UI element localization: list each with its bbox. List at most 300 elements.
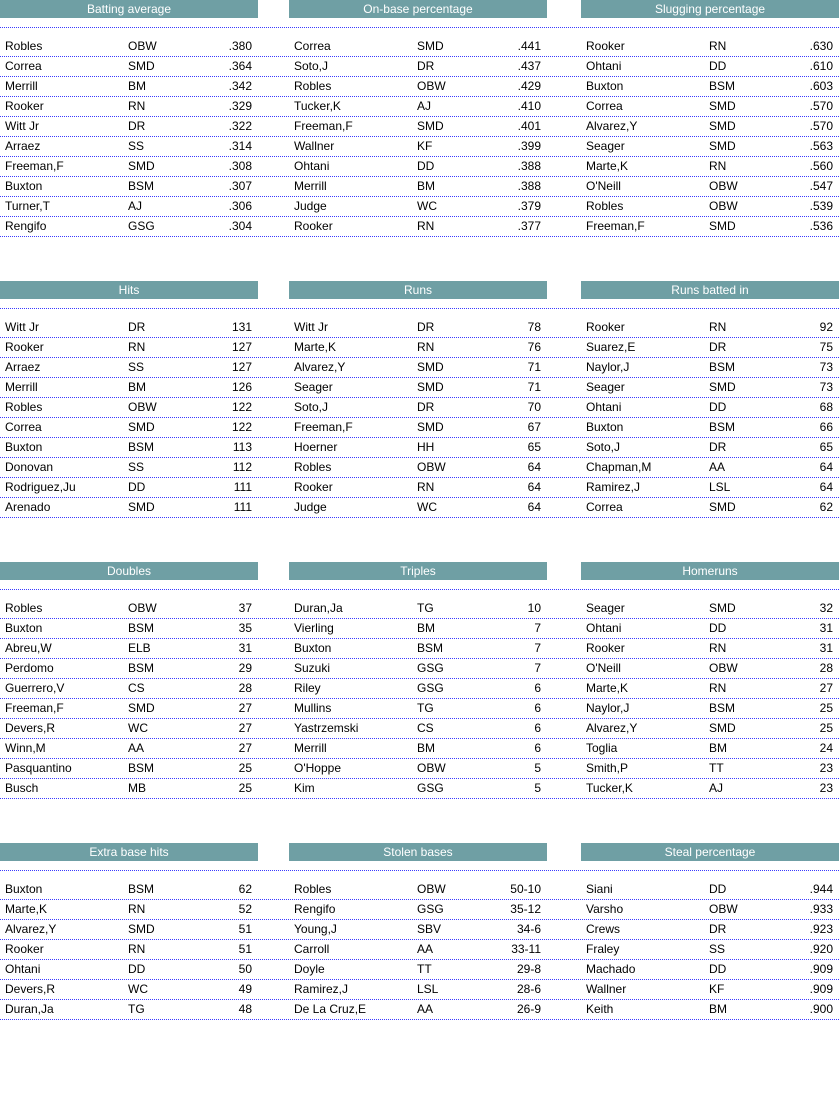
stat-value: .923 <box>809 922 833 936</box>
player-name: Marte,K <box>294 340 337 354</box>
stat-value: 112 <box>232 460 252 474</box>
player-name: Robles <box>5 400 43 414</box>
team-code: DR <box>709 440 727 454</box>
category-header: Homeruns <box>581 562 839 580</box>
player-name: Buxton <box>586 79 624 93</box>
row-divider <box>0 638 839 639</box>
player-name: Marte,K <box>586 159 629 173</box>
stats-section <box>0 843 839 1113</box>
row-divider <box>0 357 839 358</box>
player-name: Correa <box>5 59 42 73</box>
player-name: Marte,K <box>586 681 629 695</box>
player-name: Ohtani <box>586 400 622 414</box>
stat-value: 122 <box>231 400 252 414</box>
row-divider <box>0 377 839 378</box>
stat-value: .307 <box>228 179 252 193</box>
player-name: Yastrzemski <box>294 721 359 735</box>
team-code: SMD <box>417 119 444 133</box>
team-code: SMD <box>709 500 736 514</box>
row-divider <box>0 236 839 237</box>
team-code: BSM <box>709 79 736 93</box>
team-code: RN <box>709 681 727 695</box>
player-name: Buxton <box>294 641 332 655</box>
stat-value: 127 <box>231 360 252 374</box>
team-code: CS <box>417 721 434 735</box>
player-name: Abreu,W <box>5 641 52 655</box>
stat-value: 29 <box>238 661 252 675</box>
stat-value: 92 <box>819 320 833 334</box>
row-divider <box>0 758 839 759</box>
player-name: Witt Jr <box>294 320 328 334</box>
player-name: Robles <box>294 882 332 896</box>
player-name: Buxton <box>5 882 43 896</box>
stat-value: .399 <box>517 139 541 153</box>
stat-value: 64 <box>527 460 541 474</box>
stat-value: 70 <box>527 400 541 414</box>
row-divider <box>0 457 839 458</box>
team-code: BSM <box>128 621 155 635</box>
player-name: Wallner <box>294 139 335 153</box>
row-divider <box>0 1019 839 1020</box>
stat-value: 35-12 <box>510 902 541 916</box>
team-code: BSM <box>709 701 736 715</box>
stat-value: .322 <box>228 119 252 133</box>
team-code: DD <box>709 621 727 635</box>
stat-value: .388 <box>517 159 541 173</box>
team-code: DD <box>709 962 727 976</box>
player-name: Seager <box>294 380 333 394</box>
stats-section <box>0 281 839 551</box>
category-header: Slugging percentage <box>581 0 839 18</box>
row-divider <box>0 589 839 590</box>
row-divider <box>0 919 839 920</box>
player-name: Buxton <box>5 440 43 454</box>
team-code: TT <box>417 962 432 976</box>
stat-value: .306 <box>228 199 252 213</box>
team-code: AA <box>417 1002 434 1016</box>
stat-value: .380 <box>228 39 252 53</box>
team-code: SMD <box>709 119 736 133</box>
team-code: OBW <box>128 400 157 414</box>
stat-value: 49 <box>238 982 252 996</box>
row-divider <box>0 397 839 398</box>
player-name: Arraez <box>5 360 41 374</box>
stat-value: .342 <box>228 79 252 93</box>
stat-value: 27 <box>238 721 252 735</box>
stat-value: 7 <box>534 641 541 655</box>
stat-value: 131 <box>231 320 252 334</box>
row-divider <box>0 417 839 418</box>
player-name: Arraez <box>5 139 41 153</box>
stat-value: 75 <box>819 340 833 354</box>
stat-value: 6 <box>534 681 541 695</box>
stat-value: 67 <box>527 420 541 434</box>
player-name: Vierling <box>294 621 334 635</box>
stat-value: .314 <box>228 139 252 153</box>
team-code: AA <box>417 942 434 956</box>
row-divider <box>0 56 839 57</box>
stat-value: .570 <box>809 119 833 133</box>
stat-value: 126 <box>231 380 252 394</box>
stat-value: 71 <box>527 380 541 394</box>
player-name: Freeman,F <box>294 119 353 133</box>
row-divider <box>0 718 839 719</box>
player-name: Ohtani <box>5 962 41 976</box>
team-code: BSM <box>128 661 155 675</box>
player-name: Doyle <box>294 962 325 976</box>
team-code: RN <box>709 641 727 655</box>
stat-value: .308 <box>228 159 252 173</box>
category-header: Runs batted in <box>581 281 839 299</box>
stat-value: 50 <box>238 962 252 976</box>
row-divider <box>0 798 839 799</box>
player-name: Robles <box>294 460 332 474</box>
team-code: WC <box>128 982 148 996</box>
team-code: SMD <box>128 701 155 715</box>
team-code: RN <box>128 902 146 916</box>
stat-value: .437 <box>517 59 541 73</box>
player-name: Hoerner <box>294 440 338 454</box>
player-name: Judge <box>294 199 327 213</box>
team-code: DD <box>709 400 727 414</box>
player-name: Soto,J <box>294 59 329 73</box>
player-name: Judge <box>294 500 327 514</box>
player-name: Freeman,F <box>5 159 64 173</box>
team-code: SMD <box>709 139 736 153</box>
player-name: Suzuki <box>294 661 331 675</box>
team-code: OBW <box>709 661 738 675</box>
stat-value: 113 <box>232 440 252 454</box>
player-name: Rengifo <box>294 902 336 916</box>
stat-value: 25 <box>819 721 833 735</box>
row-divider <box>0 216 839 217</box>
team-code: OBW <box>709 179 738 193</box>
category-header: On-base percentage <box>289 0 547 18</box>
team-code: RN <box>128 99 146 113</box>
team-code: DR <box>417 400 435 414</box>
stat-value: .909 <box>809 962 833 976</box>
player-name: Correa <box>5 420 42 434</box>
team-code: RN <box>128 942 146 956</box>
team-code: BM <box>709 741 727 755</box>
stat-value: 122 <box>231 420 252 434</box>
stat-value: 23 <box>819 781 833 795</box>
stat-value: 32 <box>819 601 833 615</box>
player-name: Perdomo <box>5 661 54 675</box>
player-name: Rengifo <box>5 219 47 233</box>
row-divider <box>0 959 839 960</box>
row-divider <box>0 136 839 137</box>
player-name: O'Neill <box>586 661 621 675</box>
stat-value: 27 <box>238 701 252 715</box>
player-name: Ramirez,J <box>294 982 349 996</box>
team-code: DR <box>128 119 146 133</box>
player-name: Kim <box>294 781 315 795</box>
team-code: SMD <box>709 601 736 615</box>
team-code: DD <box>709 882 727 896</box>
player-name: Devers,R <box>5 982 56 996</box>
team-code: SMD <box>128 59 155 73</box>
team-code: SMD <box>417 380 444 394</box>
row-divider <box>0 116 839 117</box>
team-code: AJ <box>128 199 143 213</box>
team-code: BSM <box>128 882 155 896</box>
stat-value: .539 <box>809 199 833 213</box>
player-name: Ohtani <box>294 159 330 173</box>
stat-value: 62 <box>238 882 252 896</box>
stat-value: 111 <box>233 500 252 514</box>
team-code: SBV <box>417 922 442 936</box>
stat-value: .610 <box>809 59 833 73</box>
team-code: OBW <box>417 79 446 93</box>
player-name: Turner,T <box>5 199 50 213</box>
team-code: LSL <box>709 480 731 494</box>
stat-value: .933 <box>809 902 833 916</box>
team-code: RN <box>417 480 435 494</box>
stat-value: 64 <box>527 480 541 494</box>
team-code: TG <box>417 701 434 715</box>
team-code: BM <box>417 179 435 193</box>
row-divider <box>0 698 839 699</box>
team-code: OBW <box>128 601 157 615</box>
row-divider <box>0 176 839 177</box>
player-name: Alvarez,Y <box>5 922 57 936</box>
stat-value: .570 <box>809 99 833 113</box>
team-code: AJ <box>709 781 724 795</box>
team-code: DR <box>417 59 435 73</box>
player-name: Seager <box>586 380 625 394</box>
stat-value: 29-8 <box>516 962 541 976</box>
stat-value: 5 <box>534 761 541 775</box>
player-name: Rooker <box>5 99 44 113</box>
stat-value: .909 <box>809 982 833 996</box>
row-divider <box>0 497 839 498</box>
team-code: RN <box>128 340 146 354</box>
row-divider <box>0 517 839 518</box>
player-name: Seager <box>586 601 625 615</box>
row-divider <box>0 618 839 619</box>
team-code: BM <box>709 1002 727 1016</box>
row-divider <box>0 337 839 338</box>
player-name: Smith,P <box>586 761 629 775</box>
stat-value: .944 <box>809 882 833 896</box>
player-name: Robles <box>5 601 43 615</box>
player-name: Devers,R <box>5 721 56 735</box>
team-code: BM <box>128 79 146 93</box>
category-header: Doubles <box>0 562 258 580</box>
player-name: Toglia <box>586 741 618 755</box>
row-divider <box>0 308 839 309</box>
team-code: GSG <box>128 219 155 233</box>
player-name: Soto,J <box>294 400 329 414</box>
player-name: Merrill <box>294 741 327 755</box>
stat-value: 33-11 <box>511 942 541 956</box>
team-code: OBW <box>417 460 446 474</box>
team-code: DR <box>709 340 727 354</box>
team-code: GSG <box>417 781 444 795</box>
player-name: Correa <box>586 500 623 514</box>
stat-value: 6 <box>534 741 541 755</box>
player-name: Keith <box>586 1002 614 1016</box>
stat-value: .603 <box>809 79 833 93</box>
team-code: RN <box>709 159 727 173</box>
team-code: RN <box>709 39 727 53</box>
stat-value: 25 <box>238 761 252 775</box>
player-name: Machado <box>586 962 636 976</box>
player-name: Alvarez,Y <box>294 360 346 374</box>
category-header: Extra base hits <box>0 843 258 861</box>
player-name: Arenado <box>5 500 51 514</box>
player-name: Crews <box>586 922 621 936</box>
row-divider <box>0 477 839 478</box>
stat-value: 37 <box>238 601 252 615</box>
player-name: Tucker,K <box>294 99 341 113</box>
stat-value: .441 <box>517 39 541 53</box>
player-name: Correa <box>294 39 331 53</box>
stat-value: .329 <box>228 99 252 113</box>
stat-value: .536 <box>809 219 833 233</box>
stat-value: 31 <box>238 641 252 655</box>
player-name: Buxton <box>586 420 624 434</box>
team-code: BM <box>417 741 435 755</box>
team-code: AA <box>128 741 145 755</box>
team-code: SMD <box>417 39 444 53</box>
team-code: RN <box>417 219 435 233</box>
stat-value: 73 <box>819 360 833 374</box>
player-name: Merrill <box>5 380 38 394</box>
player-name: Mullins <box>294 701 332 715</box>
player-name: Ramirez,J <box>586 480 641 494</box>
stat-value: .401 <box>517 119 541 133</box>
row-divider <box>0 778 839 779</box>
player-name: Alvarez,Y <box>586 721 638 735</box>
player-name: Young,J <box>294 922 337 936</box>
player-name: Suarez,E <box>586 340 636 354</box>
team-code: BM <box>128 380 146 394</box>
team-code: GSG <box>417 661 444 675</box>
team-code: SMD <box>128 500 155 514</box>
team-code: OBW <box>417 761 446 775</box>
stat-value: .547 <box>809 179 833 193</box>
player-name: Rooker <box>586 39 625 53</box>
stats-section <box>0 0 839 270</box>
row-divider <box>0 156 839 157</box>
player-name: Freeman,F <box>5 701 64 715</box>
team-code: WC <box>128 721 148 735</box>
stat-value: 35 <box>238 621 252 635</box>
stat-value: .429 <box>517 79 541 93</box>
stat-value: 64 <box>819 460 833 474</box>
player-name: Varsho <box>586 902 624 916</box>
player-name: Naylor,J <box>586 360 630 374</box>
team-code: SMD <box>709 99 736 113</box>
stat-value: 71 <box>527 360 541 374</box>
player-name: O'Neill <box>586 179 621 193</box>
row-divider <box>0 899 839 900</box>
player-name: Correa <box>586 99 623 113</box>
stat-value: 7 <box>534 661 541 675</box>
player-name: Robles <box>294 79 332 93</box>
team-code: DR <box>128 320 146 334</box>
row-divider <box>0 738 839 739</box>
stat-value: 23 <box>819 761 833 775</box>
stat-value: 6 <box>534 721 541 735</box>
stat-value: 10 <box>527 601 541 615</box>
category-header: Hits <box>0 281 258 299</box>
player-name: Ohtani <box>586 59 622 73</box>
player-name: Seager <box>586 139 625 153</box>
row-divider <box>0 196 839 197</box>
team-code: SMD <box>709 380 736 394</box>
team-code: TG <box>128 1002 145 1016</box>
stat-value: .379 <box>517 199 541 213</box>
category-header: Steal percentage <box>581 843 839 861</box>
team-code: AA <box>709 460 726 474</box>
player-name: Donovan <box>5 460 54 474</box>
stat-value: 6 <box>534 701 541 715</box>
category-header: Batting average <box>0 0 258 18</box>
team-code: SS <box>128 460 145 474</box>
team-code: WC <box>417 199 437 213</box>
row-divider <box>0 658 839 659</box>
team-code: SMD <box>128 922 155 936</box>
team-code: DD <box>128 480 146 494</box>
team-code: RN <box>417 340 435 354</box>
stat-value: .388 <box>517 179 541 193</box>
stat-value: 52 <box>238 902 252 916</box>
player-name: Witt Jr <box>5 320 39 334</box>
stat-value: .377 <box>517 219 541 233</box>
team-code: BSM <box>128 440 155 454</box>
row-divider <box>0 76 839 77</box>
stat-value: 28 <box>819 661 833 675</box>
team-code: BSM <box>709 360 736 374</box>
row-divider <box>0 939 839 940</box>
stat-value: 27 <box>238 741 252 755</box>
team-code: BSM <box>417 641 444 655</box>
stat-value: 127 <box>231 340 252 354</box>
stat-value: 68 <box>819 400 833 414</box>
row-divider <box>0 96 839 97</box>
player-name: O'Hoppe <box>294 761 341 775</box>
stat-value: 31 <box>819 621 833 635</box>
player-name: Winn,M <box>5 741 46 755</box>
team-code: LSL <box>417 982 439 996</box>
stat-value: 73 <box>819 380 833 394</box>
team-code: BM <box>417 621 435 635</box>
row-divider <box>0 678 839 679</box>
team-code: SS <box>128 139 145 153</box>
stat-value: 66 <box>819 420 833 434</box>
team-code: SMD <box>128 159 155 173</box>
team-code: BSM <box>128 761 155 775</box>
stat-value: 31 <box>819 641 833 655</box>
stat-value: 111 <box>233 480 252 494</box>
team-code: SS <box>709 942 726 956</box>
team-code: SMD <box>417 360 444 374</box>
stat-value: 25 <box>238 781 252 795</box>
player-name: Tucker,K <box>586 781 633 795</box>
player-name: Rooker <box>294 480 333 494</box>
stat-value: 26-9 <box>516 1002 541 1016</box>
team-code: OBW <box>417 882 446 896</box>
player-name: Buxton <box>5 621 43 635</box>
team-code: AJ <box>417 99 432 113</box>
team-code: HH <box>417 440 435 454</box>
row-divider <box>0 979 839 980</box>
player-name: Buxton <box>5 179 43 193</box>
player-name: Rooker <box>5 340 44 354</box>
